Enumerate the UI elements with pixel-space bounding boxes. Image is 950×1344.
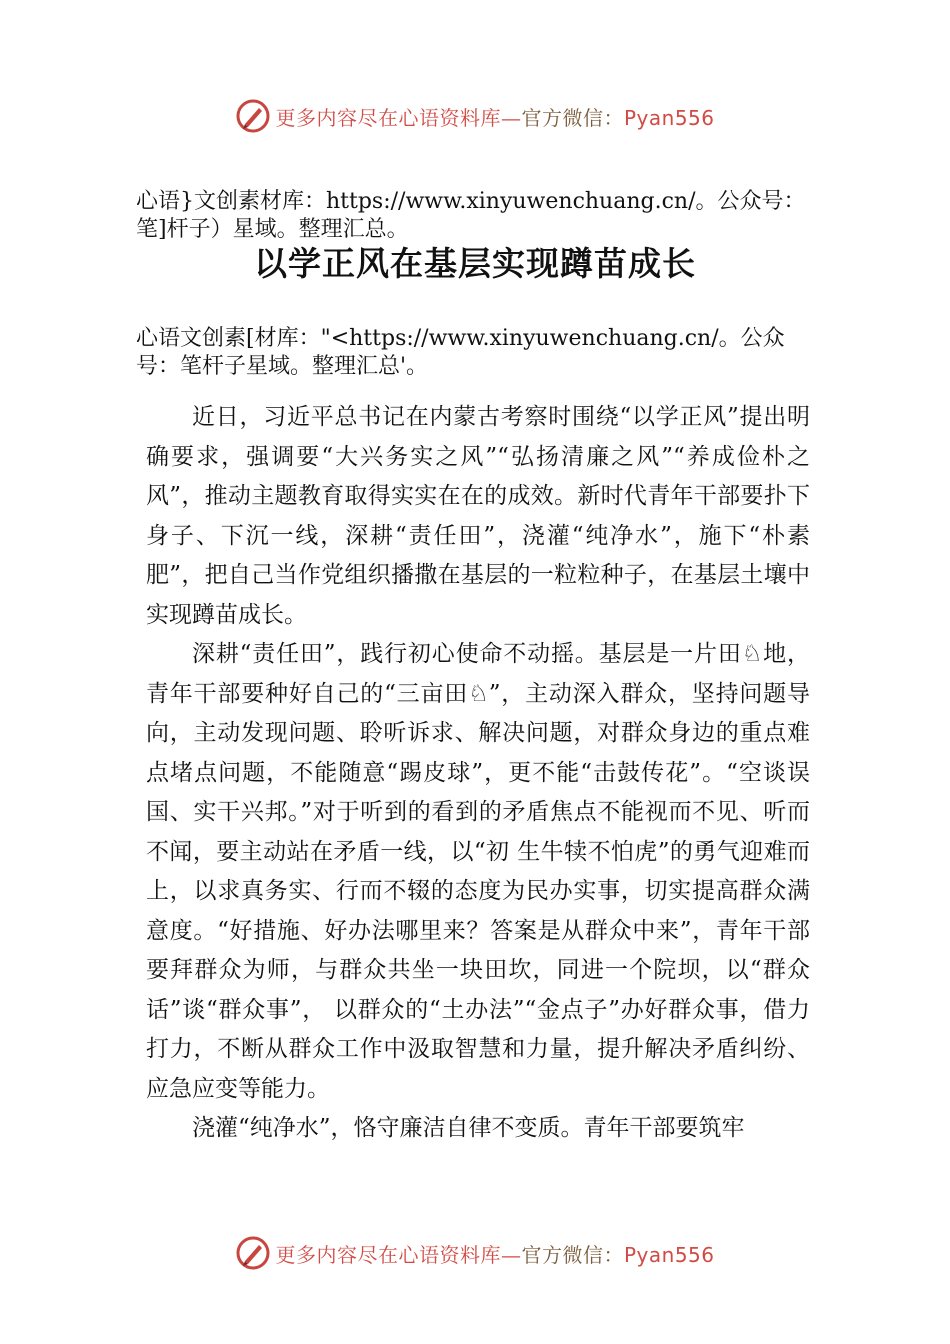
banner-official: 官方微信：	[521, 1242, 624, 1267]
article-body	[146, 398, 810, 1149]
banner-brand: 更多内容尽在心语资料库	[275, 1242, 501, 1267]
pen-logo-icon	[235, 1235, 271, 1271]
header-banner	[0, 96, 950, 136]
page-title: 以学正风在基层实现蹲苗成长	[254, 244, 696, 283]
pen-logo-icon	[235, 98, 271, 134]
banner-dash: —	[500, 1242, 522, 1267]
footer-banner	[0, 1233, 950, 1273]
watermark-line-1: 心语}文创素材库：https://www.xinyuwenchuang.cn/。公众号：笔]杆子）星域。整理汇总。	[136, 189, 806, 242]
paragraph-1: 近日，习近平总书记在内蒙古考察时围绕“以学正风”提出明确要求，强调要“大兴务实之风”“弘扬清廉之风”“养成俭朴之风”，推动主题教育取得实实在在的成效。新时代青年干部要扑下身子、下沉一线，深耕“责任田”，浇灌“纯净水”，施下“朴素肥”，把自己当作党组织播撒在基层的一粒粒种子，在基层土壤中实现蹲苗成长。	[146, 404, 810, 628]
banner-brand: 更多内容尽在心语资料库	[275, 105, 501, 130]
banner-dash: —	[500, 105, 522, 130]
banner-text	[275, 102, 714, 131]
banner-official: 官方微信：	[521, 105, 624, 130]
banner-handle: Pyan556	[623, 105, 715, 130]
paragraph-3: 浇灌“纯净水”，恪守廉洁自律不变质。青年干部要筑牢	[192, 1115, 745, 1141]
banner-handle: Pyan556	[623, 1242, 715, 1267]
paragraph-2: 深耕“责任田”，践行初心使命不动摇。基层是一片田♘地，青年干部要种好自己的“三亩田♘”，主动深入群众，坚持问题导向，主动发现问题、聆听诉求、解决问题，对群众身边的重点难点堵点问题，不能随意“踢皮球”，更不能“击鼓传花”。“空谈误国、实干兴邦。”对于听到的看到的矛盾焦点不能视而不见、听而不闻，要主动站在矛盾一线，以“初 生牛犊不怕虎”的勇气迎难而上，以求真务实、行而不辍的态度为民办实事，切实提高群众满意度。“好措施、好办法哪里来？答案是从群众中来”，青年干部要拜群众为师，与群众共坐一块田坎，同进一个院坝，以“群众话”谈“群众事”， 以群众的“土办法”“金点子”办好群众事，借力打力，不断从群众工作中汲取智慧和力量，提升解决矛盾纠纷、应急应变等能力。	[146, 641, 810, 1102]
watermark-line-2: 心语文创素[材库："<https://www.xinyuwenchuang.cn/。公众号：笔杆子星域。整理汇总'。	[136, 326, 785, 379]
banner-text	[275, 1239, 714, 1268]
